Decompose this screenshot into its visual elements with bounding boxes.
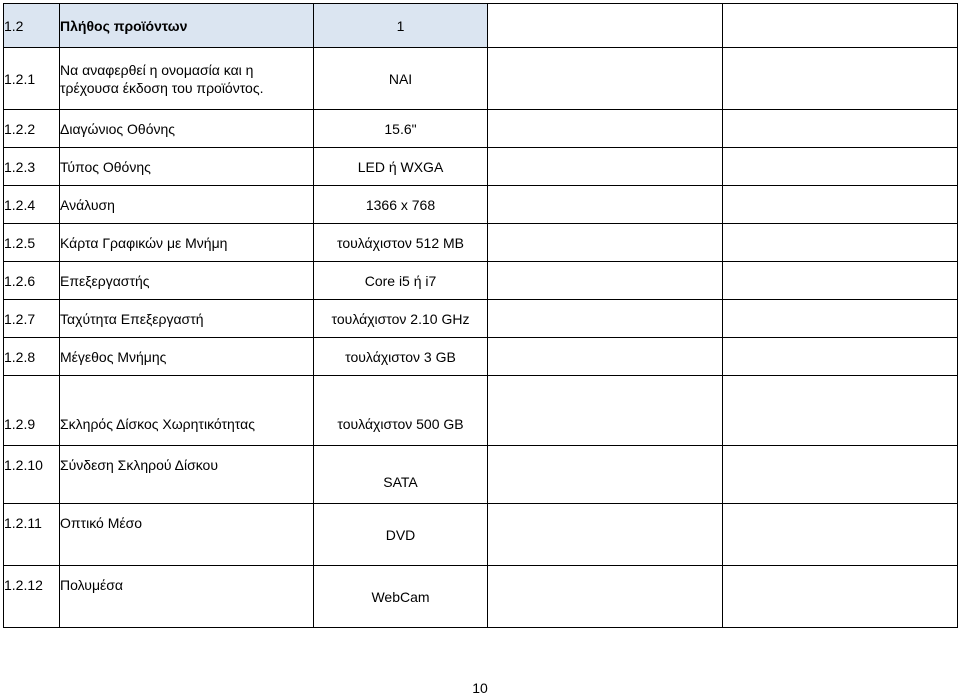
row-value: τουλάχιστον 512 MB [314, 224, 488, 262]
empty-cell [488, 224, 723, 262]
row-label: Ταχύτητα Επεξεργαστή [60, 300, 314, 338]
empty-cell [723, 446, 958, 504]
row-number: 1.2.9 [4, 376, 60, 446]
empty-cell [723, 566, 958, 628]
table-row [4, 186, 958, 224]
row-label: Επεξεργαστής [60, 262, 314, 300]
empty-cell [488, 148, 723, 186]
table-row [4, 224, 958, 262]
row-value: τουλάχιστον 3 GB [314, 338, 488, 376]
empty-cell [723, 110, 958, 148]
row-label: Οπτικό Μέσο [60, 504, 314, 566]
page-number: 10 [472, 680, 488, 696]
empty-cell [723, 224, 958, 262]
specifications-table [3, 3, 958, 628]
header-number: 1.2 [4, 4, 60, 48]
empty-cell [488, 376, 723, 446]
empty-cell [723, 338, 958, 376]
table-row [4, 148, 958, 186]
table-header-row [4, 4, 958, 48]
empty-cell [723, 376, 958, 446]
row-number: 1.2.1 [4, 48, 60, 110]
empty-cell [488, 110, 723, 148]
table-row [4, 338, 958, 376]
table-row [4, 300, 958, 338]
empty-cell [723, 186, 958, 224]
row-value: 15.6" [314, 110, 488, 148]
table-row [4, 566, 958, 628]
row-number: 1.2.10 [4, 446, 60, 504]
row-value: SATA [314, 446, 488, 504]
row-number: 1.2.12 [4, 566, 60, 628]
row-value: WebCam [314, 566, 488, 628]
empty-cell [488, 300, 723, 338]
empty-cell [488, 504, 723, 566]
empty-cell [723, 48, 958, 110]
row-label: Μέγεθος Μνήμης [60, 338, 314, 376]
table-row [4, 376, 958, 446]
row-label: Ανάλυση [60, 186, 314, 224]
row-label: Να αναφερθεί η ονομασία και η τρέχουσα έκδοση του προϊόντος. [60, 48, 314, 110]
header-label: Πλήθος προϊόντων [60, 4, 314, 48]
table-row [4, 446, 958, 504]
row-label: Σύνδεση Σκληρού Δίσκου [60, 446, 314, 504]
header-value: 1 [314, 4, 488, 48]
empty-cell [488, 186, 723, 224]
row-number: 1.2.2 [4, 110, 60, 148]
row-number: 1.2.3 [4, 148, 60, 186]
empty-cell [723, 148, 958, 186]
row-number: 1.2.7 [4, 300, 60, 338]
table-row [4, 48, 958, 110]
row-number: 1.2.5 [4, 224, 60, 262]
row-label: Κάρτα Γραφικών με Μνήμη [60, 224, 314, 262]
empty-cell [723, 4, 958, 48]
empty-cell [723, 262, 958, 300]
row-number: 1.2.8 [4, 338, 60, 376]
row-number: 1.2.4 [4, 186, 60, 224]
row-value: τουλάχιστον 500 GB [314, 376, 488, 446]
empty-cell [488, 566, 723, 628]
empty-cell [488, 446, 723, 504]
row-value: DVD [314, 504, 488, 566]
empty-cell [488, 48, 723, 110]
empty-cell [723, 504, 958, 566]
table-row [4, 262, 958, 300]
row-label: Τύπος Οθόνης [60, 148, 314, 186]
row-label: Σκληρός Δίσκος Χωρητικότητας [60, 376, 314, 446]
row-value: LED ή WXGA [314, 148, 488, 186]
empty-cell [723, 300, 958, 338]
table-row [4, 110, 958, 148]
row-value: Core i5 ή i7 [314, 262, 488, 300]
row-number: 1.2.11 [4, 504, 60, 566]
table-row [4, 504, 958, 566]
empty-cell [488, 262, 723, 300]
empty-cell [488, 4, 723, 48]
row-value: τουλάχιστον 2.10 GHz [314, 300, 488, 338]
empty-cell [488, 338, 723, 376]
row-value: ΝΑΙ [314, 48, 488, 110]
row-value: 1366 x 768 [314, 186, 488, 224]
row-label: Διαγώνιος Οθόνης [60, 110, 314, 148]
row-label: Πολυμέσα [60, 566, 314, 628]
row-number: 1.2.6 [4, 262, 60, 300]
